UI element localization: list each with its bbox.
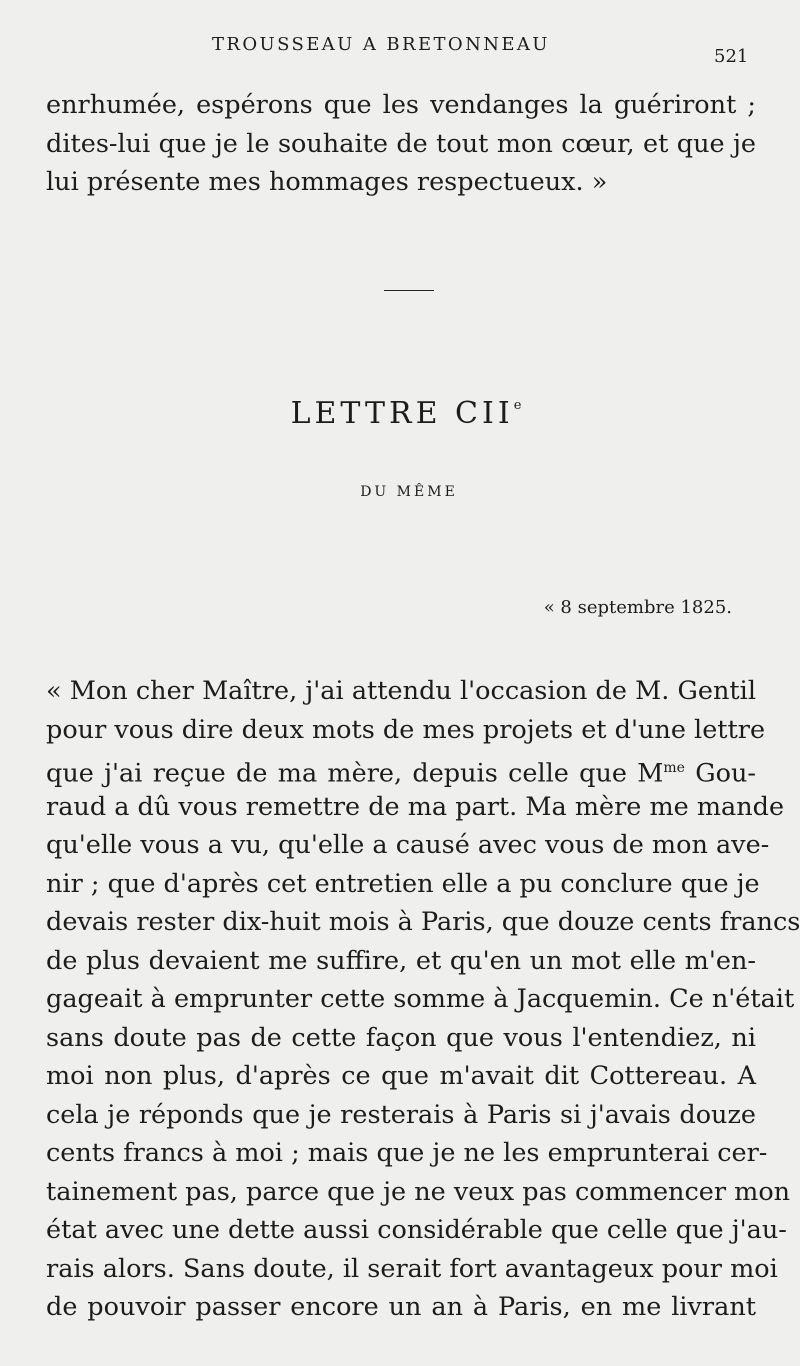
text-line: « Mon cher Maître, j'ai attendu l'occasion de M. Gentil bbox=[46, 676, 756, 706]
letter-title: LETTRE CII bbox=[290, 396, 514, 431]
text-line: moi non plus, d'après ce que m'avait dit Cottereau. A bbox=[46, 1061, 756, 1091]
letter-date: « 8 septembre 1825. bbox=[543, 597, 732, 618]
abbreviation-sup: me bbox=[663, 760, 685, 776]
letter-heading bbox=[0, 396, 800, 431]
text-line: lui présente mes hommages respectueux. » bbox=[46, 167, 608, 197]
text-line-part: que j'ai reçue de ma mère, depuis celle que M bbox=[46, 758, 664, 789]
text-line: pour vous dire deux mots de mes projets et d'une lettre bbox=[46, 714, 766, 745]
text-line: tainement pas, parce que je ne veux pas commencer mon bbox=[46, 1176, 791, 1207]
text-line: rais alors. Sans doute, il serait fort avantageux pour moi bbox=[46, 1253, 778, 1284]
letter-body bbox=[46, 672, 800, 1327]
running-head bbox=[0, 30, 800, 67]
text-line: sans doute pas de cette façon que vous l'entendiez, ni bbox=[46, 1022, 756, 1053]
page-number: 521 bbox=[714, 46, 749, 67]
text-line: nir ; que d'après cet entretien elle a pu conclure que je bbox=[46, 868, 760, 899]
text-line: de plus devaient me suffire, et qu'en un mot elle m'en- bbox=[46, 945, 756, 976]
letter-title-ordinal: e bbox=[513, 398, 522, 413]
closing-paragraph bbox=[46, 86, 756, 202]
text-line: cents francs à moi ; mais que je ne les emprunterai cer- bbox=[46, 1138, 768, 1168]
text-line: état avec une dette aussi considérable que celle que j'au- bbox=[46, 1215, 787, 1245]
text-line: de pouvoir passer encore un an à Paris, en me livrant bbox=[46, 1292, 756, 1322]
text-line-part: Gou- bbox=[684, 758, 757, 789]
text-line: devais rester dix-huit mois à Paris, que douze cents francs bbox=[46, 907, 800, 937]
text-line: enrhumée, espérons que les vendanges la guériront ; bbox=[46, 90, 756, 120]
letter-author: DU MÊME bbox=[360, 484, 458, 500]
section-divider bbox=[384, 290, 434, 291]
text-line: qu'elle vous a vu, qu'elle a causé avec vous de mon ave- bbox=[46, 830, 770, 860]
text-line: dites-lui que je le souhaite de tout mon cœur, et que je bbox=[46, 128, 756, 159]
text-line: gageait à emprunter cette somme à Jacquemin. Ce n'était bbox=[46, 984, 795, 1014]
text-line bbox=[46, 749, 756, 788]
running-head-title: TROUSSEAU A BRETONNEAU bbox=[212, 34, 550, 55]
text-line: cela je réponds que je resterais à Paris si j'avais douze bbox=[46, 1099, 756, 1130]
text-line: raud a dû vous remettre de ma part. Ma mère me mande bbox=[46, 791, 785, 822]
